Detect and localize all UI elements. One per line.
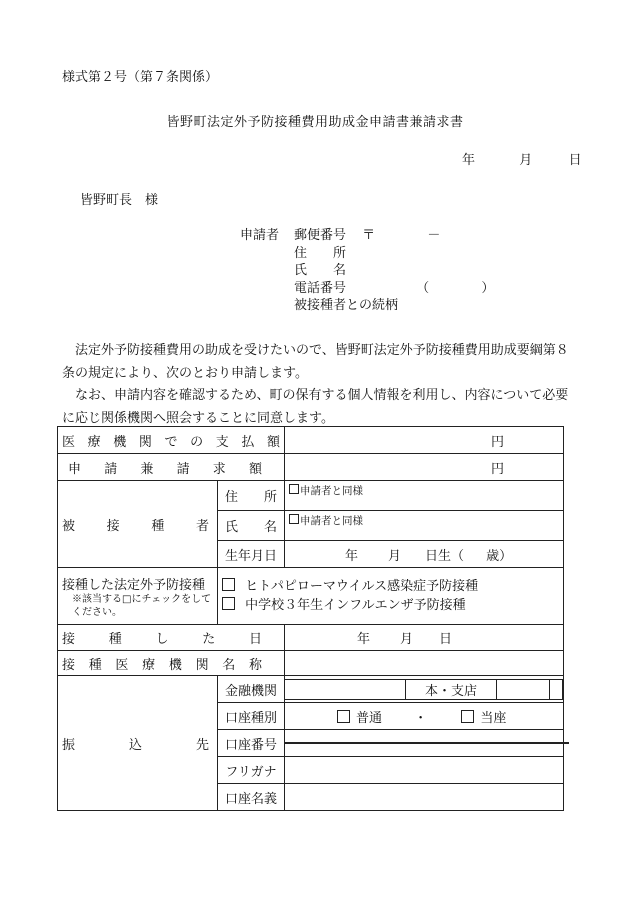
account-type-toza[interactable]: 当座 [461,711,506,726]
vaccine-label: 接種した法定外予防接種 [62,577,206,593]
request-amount-field[interactable]: 円 [285,454,564,481]
account-digit[interactable] [471,743,520,744]
recipient-name-label: 氏 名 [218,511,285,541]
dob-field[interactable] [285,541,564,568]
applicant-label: 申請者 [240,228,280,243]
phone-paren-close: ） [481,280,495,296]
bank-field [285,676,564,703]
vaccine-label-cell [58,568,218,625]
vaccine-options-cell [218,568,564,625]
account-type-field [285,703,564,730]
date-year: 年 [462,153,476,168]
bank-label: 金融機関 [218,676,285,703]
form-number: 様式第２号（第７条関係） [62,70,219,85]
phone-paren-open: （ [416,280,430,296]
clinic-name-field[interactable] [285,651,564,676]
account-number-label: 口座番号 [218,730,285,757]
recipient-address-field[interactable] [285,481,564,511]
vaccination-year: 年 [357,632,371,647]
vaccination-day: 日 [439,632,453,647]
same-as-applicant-name-checkbox[interactable] [289,514,299,524]
vaccine-note: ※該当する□にチェックをしてください。 [72,593,212,618]
date-line [462,149,582,168]
postal-dash: － [427,228,441,243]
dob-label: 生年月日 [218,541,285,568]
vaccination-date-field[interactable] [285,625,564,651]
account-type-futsu[interactable]: 普通 [337,711,382,726]
document-title: 皆野町法定外予防接種費用助成金申請書兼請求書 [166,115,464,130]
same-as-applicant-name-label: 申請者と同様 [300,515,364,527]
recipient-label: 被 接 種 者 [58,481,218,568]
same-as-applicant-address-checkbox[interactable] [289,484,299,494]
futsu-checkbox[interactable] [337,710,350,723]
phone-label: 電話番号 [294,280,347,296]
application-paragraph: 法定外予防接種費用の助成を受けたいので、皆野町法定外予防接種費用助成要綱第８条の規定により、次のとおり申請します。 [62,343,569,381]
recipient-address-label: 住 所 [218,481,285,511]
account-digit[interactable] [422,743,471,744]
account-name-field[interactable] [285,784,564,811]
date-month: 月 [519,153,533,168]
same-as-applicant-address-label: 申請者と同様 [300,485,364,497]
dob-month: 月 [388,548,402,564]
account-digit[interactable] [375,743,422,744]
paid-amount-field[interactable]: 円 [285,427,564,454]
name-label: 氏 名 [294,263,347,278]
flu-checkbox[interactable] [222,597,235,610]
vaccine-option-hpv[interactable]: ヒトパピローマウイルス感染症予防接種 [222,577,559,596]
addressee: 皆野町長 様 [80,193,159,208]
vaccination-month: 月 [400,632,414,647]
bank-name-input[interactable] [285,679,406,699]
consent-paragraph: なお、申請内容を確認するため、町の保有する個人情報を利用し、内容について必要に応じ関係機関へ照会することに同意します。 [62,388,569,426]
date-day: 日 [568,153,582,168]
paid-amount-label: 医療機関での支払額 [58,427,285,454]
furigana-label: フリガナ [218,757,285,784]
transfer-label: 振 込 先 [58,676,218,811]
hpv-checkbox[interactable] [222,578,235,591]
address-label: 住 所 [294,245,347,261]
dob-age: 歳） [486,548,513,564]
applicant-block [240,227,494,315]
recipient-name-field[interactable] [285,511,564,541]
clinic-name-label: 接種医療機関名称 [58,651,285,676]
branch-name-input[interactable] [497,679,550,699]
dob-year: 年 [345,548,359,564]
postal-label: 郵便番号 [294,228,347,243]
request-amount-label: 申請兼請求額 [58,454,285,481]
account-number-field [285,730,564,757]
vaccine-option-flu[interactable]: 中学校３年生インフルエンザ予防接種 [222,596,559,615]
toza-checkbox[interactable] [461,710,474,723]
branch-type: 本・支店 [406,679,497,699]
vaccination-date-label: 接種した日 [58,625,285,651]
account-name-label: 口座名義 [218,784,285,811]
application-form-table [57,426,564,811]
account-digit[interactable] [328,743,375,744]
postal-mark[interactable]: 〒 [362,228,376,243]
account-type-separator: ・ [414,710,428,726]
account-digit[interactable] [285,743,328,744]
account-type-label: 口座種別 [218,703,285,730]
furigana-field[interactable] [285,757,564,784]
relation-label: 被接種者との続柄 [294,298,399,313]
dob-day: 日生（ [425,548,465,564]
account-digit[interactable] [520,743,569,744]
